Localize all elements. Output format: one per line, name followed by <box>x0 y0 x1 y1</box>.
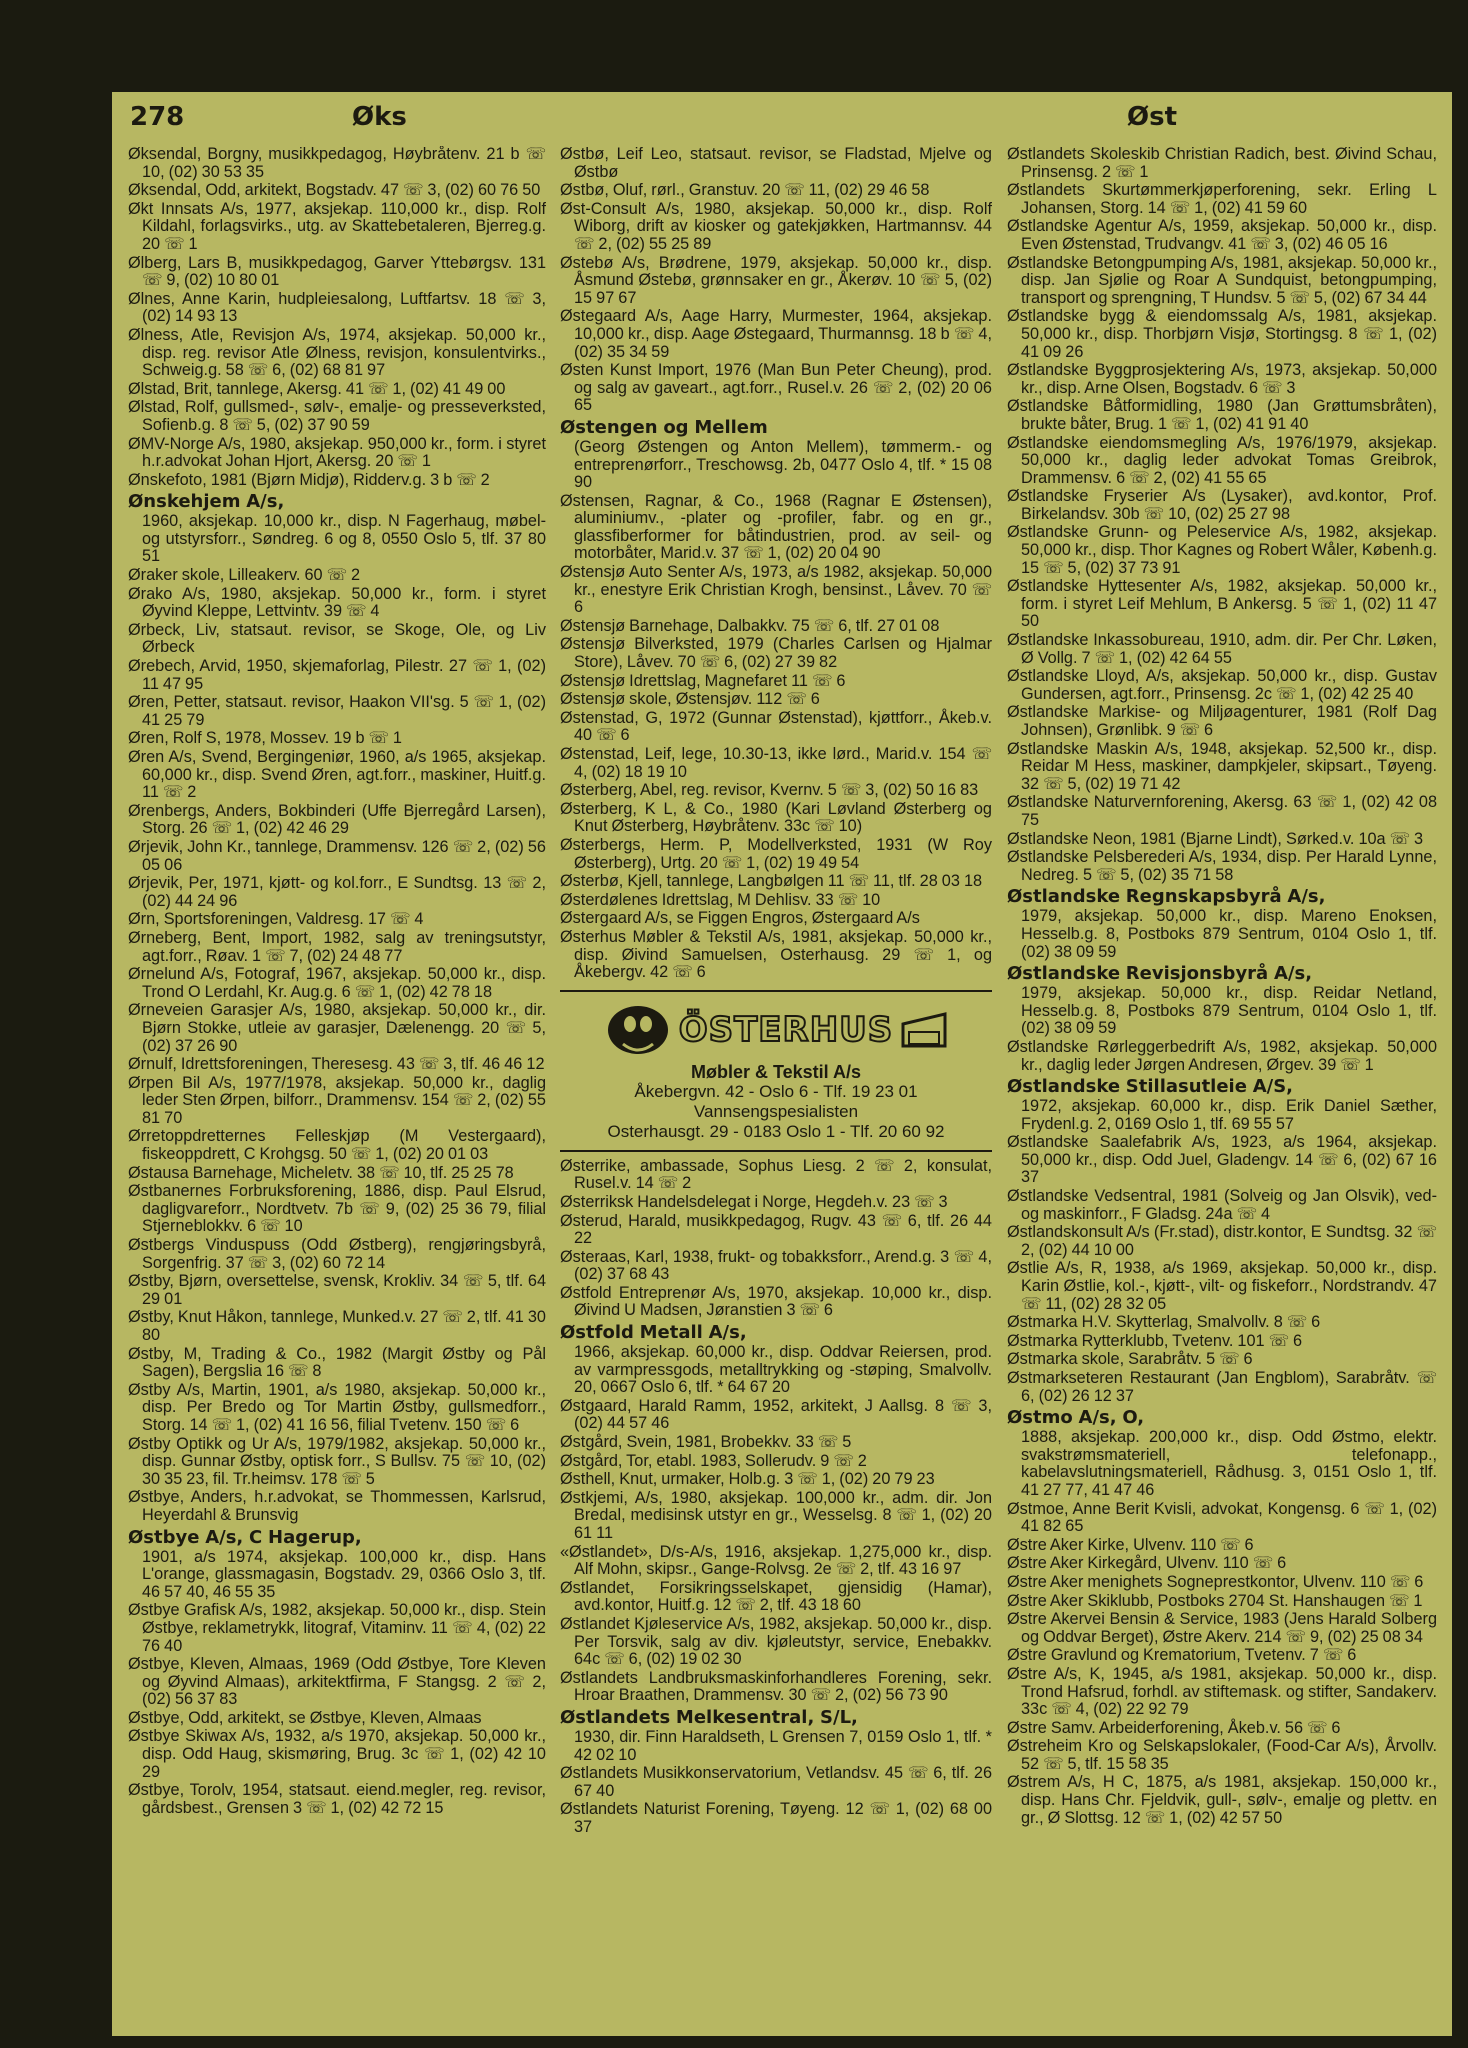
directory-entry: Østerbø, Kjell, tannlege, Langbølgen 11 ☏ 11, tlf. 28 03 18 <box>560 872 983 891</box>
directory-entry: Østbanernes Forbruksforening, 1886, disp. Paul Elsrud, dagligvareforr., Nordtvetv. 7b ☏ 9, (02) 25 36 79, filial Stjerneblokkv. 6 ☏ 10 <box>128 1182 546 1236</box>
directory-entry: Østenstad, Leif, lege, 10.30-13, ikke lørd., Marid.v. 154 ☏ 4, (02) 18 19 10 <box>560 745 992 781</box>
directory-entry: Østbye, Anders, h.r.advokat, se Thommessen, Karlsrud, Heyerdahl & Brunsvig <box>128 1488 546 1524</box>
directory-entry: Ørbeck, Liv, statsaut. revisor, se Skoge, Ole, og Liv Ørbeck <box>128 620 546 657</box>
directory-entry: Østlandske bygg & eiendomssalg A/s, 1981, aksjekap. 50,000 kr., disp. Thorbjørn Visjø, Stortingsg. 8 ☏ 1, (02) 41 09 26 <box>1007 307 1437 361</box>
directory-entry: Østlandske Byggprosjektering A/s, 1973, aksjekap. 50,000 kr., disp. Arne Olsen, Bogstadv. 6 ☏ 3 <box>1007 361 1437 397</box>
directory-entry: Østmarkseteren Restaurant (Jan Engblom), Sarabråtv. ☏ 6, (02) 26 12 37 <box>1007 1369 1437 1405</box>
directory-subentry: 1901, a/s 1974, aksjekap. 100,000 kr., disp. Hans L'orange, glassmagasin, Bogstadv. 29, 0366 Oslo 3, tlf. 46 57 40, 46 55 35 <box>142 1547 546 1601</box>
directory-entry: Østre Gravlund og Krematorium, Tvetenv. 7 ☏ 6 <box>1007 1646 1357 1665</box>
directory-entry: Ølstad, Rolf, gullsmed-, sølv-, emalje- og presseverksted, Sofienb.g. 8 ☏ 5, (02) 37 90 59 <box>128 398 546 434</box>
directory-entry: Østlandske Lloyd, A/s, aksjekap. 50,000 kr., disp. Gustav Gundersen, agt.forr., Prinsensg. 2c ☏ 1, (02) 42 25 40 <box>1007 667 1437 703</box>
column-3 <box>1007 146 1437 2032</box>
directory-entry: Ønskefoto, 1981 (Bjørn Midjø), Ridderv.g. 3 b ☏ 2 <box>128 470 490 489</box>
directory-entry: Østerberg, K L, & Co., 1980 (Kari Løvland Østerberg og Knut Østerberg, Høybråtenv. 33c ☏ 10) <box>560 799 992 836</box>
directory-heading: Ønskehjem A/s, <box>128 491 285 513</box>
directory-entry: Ørjevik, John Kr., tannlege, Drammensv. 126 ☏ 2, (02) 56 05 06 <box>128 837 546 874</box>
directory-entry: Østen Kunst Import, 1976 (Man Bun Peter Cheung), prod. og salg av gaveart., agt.forr., Rusel.v. 26 ☏ 2, (02) 20 06 65 <box>560 361 992 415</box>
directory-entry: Østlandet Kjøleservice A/s, 1982, aksjekap. 50,000 kr., disp. Per Torsvik, salg av div. kjøleutstyr, service, Enebakkv. 64c ☏ 6, (02) 19 02 30 <box>560 1614 992 1669</box>
directory-entry: Ølnes, Anne Karin, hudpleiesalong, Luftfartsv. 18 ☏ 3, (02) 14 93 13 <box>128 289 546 326</box>
ad-brand-name: ÖSTERHUS <box>678 1009 894 1050</box>
directory-entry: Ørenbergs, Anders, Bokbinderi (Uffe Bjerregård Larsen), Storg. 26 ☏ 1, (02) 42 46 29 <box>128 801 546 838</box>
directory-entry: Østlandske eiendomsmegling A/s, 1976/1979, aksjekap. 50,000 kr., daglig leder advokat Tomas Greibrok, Drammensv. 6 ☏ 2, (02) 41 55 65 <box>1007 433 1437 487</box>
ad-line: Osterhausgt. 29 - 0183 Oslo 1 - Tlf. 20 60 92 <box>607 1121 945 1141</box>
directory-entry: Østerbergs, Herm. P, Modellverksted, 1931 (W Roy Østerberg), Urtg. 20 ☏ 1, (02) 19 49 54 <box>560 835 992 872</box>
ad-line: Åkebergvn. 42 - Oslo 6 - Tlf. 19 23 01 <box>634 1081 918 1101</box>
directory-entry: Østlandske Inkassobureau, 1910, adm. dir. Per Chr. Løken, Ø Vollg. 7 ☏ 1, (02) 42 64 55 <box>1007 631 1437 667</box>
directory-entry: Ølstad, Brit, tannlege, Akersg. 41 ☏ 1, (02) 41 49 00 <box>128 379 506 398</box>
running-head-right: Øst <box>1127 102 1178 132</box>
directory-entry: Østlandets Skoleskib Christian Radich, best. Øivind Schau, Prinsensg. 2 ☏ 1 <box>1007 146 1437 181</box>
directory-entry: Østensjø Idrettslag, Magnefaret 11 ☏ 6 <box>560 671 846 690</box>
directory-entry: Ørpen Bil A/s, 1977/1978, aksjekap. 50,000 kr., daglig leder Sten Ørpen, bilforr., Drammensv. 154 ☏ 2, (02) 55 81 70 <box>128 1073 546 1127</box>
directory-subentry: 1979, aksjekap. 50,000 kr., disp. Mareno Enoksen, Hesselb.g. 8, Postboks 879 Sentrum, 0104 Oslo 1, tlf. (02) 38 09 59 <box>1021 907 1437 961</box>
directory-entry: Øksendal, Borgny, musikkpedagog, Høybråtenv. 21 b ☏ 10, (02) 30 53 35 <box>128 146 546 181</box>
directory-entry: Østgård, Tor, etabl. 1983, Sollerudv. 9 ☏ 2 <box>560 1451 867 1470</box>
directory-heading: Østlandske Revisjonsbyrå A/s, <box>1007 963 1313 985</box>
column-2 <box>560 146 992 2032</box>
directory-entry: Østkjemi, A/s, 1980, aksjekap. 100,000 kr., adm. dir. Jon Bredal, medisinsk utstyr en gr., Wesselsg. 8 ☏ 1, (02) 20 61 11 <box>560 1488 992 1542</box>
directory-entry: Østre Aker Skiklubb, Postboks 2704 St. Hanshaugen ☏ 1 <box>1007 1591 1423 1610</box>
directory-entry: Østbø, Leif Leo, statsaut. revisor, se Fladstad, Mjelve og Østbø <box>560 146 992 181</box>
directory-entry: Østre Samv. Arbeiderforening, Åkeb.v. 56 ☏ 6 <box>1007 1718 1341 1737</box>
directory-entry: Østlandske Naturvernforening, Akersg. 63 ☏ 1, (02) 42 08 75 <box>1007 793 1437 829</box>
directory-entry: Østfold Entreprenør A/s, 1970, aksjekap. 10,000 kr., disp. Øivind U Madsen, Jøranstien 3 ☏ 6 <box>560 1283 992 1320</box>
directory-entry: Østhell, Knut, urmaker, Holb.g. 3 ☏ 1, (02) 20 79 23 <box>560 1470 935 1489</box>
directory-entry: Østerhus Møbler & Tekstil A/s, 1981, aksjekap. 50,000 kr., disp. Øivind Samuelsen, Osterhausg. 29 ☏ 1, og Åkebergv. 42 ☏ 6 <box>560 927 992 982</box>
directory-heading: Østmo A/s, O, <box>1007 1407 1145 1429</box>
directory-heading: Østfold Metall A/s, <box>560 1322 747 1344</box>
directory-entry: Østlandets Landbruksmaskinforhandleres Forening, sekr. Hroar Braathen, Drammensv. 30 ☏ 2, (02) 56 73 90 <box>560 1668 992 1705</box>
directory-entry: Øren A/s, Svend, Bergingeniør, 1960, a/s 1965, aksjekap. 60,000 kr., disp. Svend Øren, agt.forr., maskiner, Huitf.g. 11 ☏ 2 <box>128 748 546 802</box>
directory-entry: Østby, M, Trading & Co., 1982 (Margit Østby og Pål Sagen), Bergslia 16 ☏ 8 <box>128 1344 546 1381</box>
house-mascot-icon <box>603 1000 673 1060</box>
directory-entry: Østlandet, Forsikringsselskapet, gjensidig (Hamar), avd.kontor, Huitf.g. 12 ☏ 2, tlf. 43 18 60 <box>560 1578 992 1615</box>
directory-heading: Østlandske Stillasutleie A/S, <box>1007 1076 1293 1098</box>
directory-entry: Østre Aker Kirkegård, Ulvenv. 110 ☏ 6 <box>1007 1554 1287 1573</box>
directory-entry: Ølberg, Lars B, musikkpedagog, Garver Yttebørgsv. 131 ☏ 9, (02) 10 80 01 <box>128 253 546 290</box>
directory-entry: Ørnulf, Idrettsforeningen, Theresesg. 43 ☏ 3, tlf. 46 46 12 <box>128 1055 545 1074</box>
directory-entry: Østbye, Odd, arkitekt, se Østbye, Kleven, Almaas <box>128 1708 482 1727</box>
directory-entry: Ørneveien Garasjer A/s, 1980, aksjekap. 50,000 kr., dir. Bjørn Stokke, utleie av garasjer, Dælenengg. 20 ☏ 5, (02) 37 26 90 <box>128 1001 546 1055</box>
directory-subentry: 1960, aksjekap. 10,000 kr., disp. N Fagerhaug, møbel- og utstyrsforr., Søndreg. 6 og 8, 0550 Oslo 5, tlf. 37 80 51 <box>142 512 546 566</box>
ad-line: Møbler & Tekstil A/s <box>690 1061 862 1082</box>
directory-entry: Østebø A/s, Brødrene, 1979, aksjekap. 50,000 kr., disp. Åsmund Østebø, grønnsaker en gr., Åkerøv. 10 ☏ 5, (02) 15 97 67 <box>560 253 992 307</box>
directory-entry: Østlandske Maskin A/s, 1948, aksjekap. 52,500 kr., disp. Reidar M Hess, maskiner, dampkjeler, skipsart., Tøyeng. 32 ☏ 5, (02) 19 71 42 <box>1007 739 1437 793</box>
directory-page <box>112 92 1452 2036</box>
directory-heading: Østbye A/s, C Hagerup, <box>128 1526 362 1548</box>
directory-entry: Østby, Knut Håkon, tannlege, Munked.v. 27 ☏ 2, tlf. 41 30 80 <box>128 1308 546 1344</box>
directory-entry: Østgaard, Harald Ramm, 1952, arkitekt, J Aallsg. 8 ☏ 3, (02) 44 57 46 <box>560 1396 992 1433</box>
directory-entry: Øksendal, Odd, arkitekt, Bogstadv. 47 ☏ 3, (02) 60 76 50 <box>128 181 541 200</box>
directory-entry: Ørnelund A/s, Fotograf, 1967, aksjekap. 50,000 kr., disp. Trond O Lerdahl, Kr. Aug.g. 6 ☏ 1, (02) 42 78 18 <box>128 965 546 1001</box>
directory-entry: Østerrike, ambassade, Sophus Liesg. 2 ☏ 2, konsulat, Rusel.v. 14 ☏ 2 <box>560 1156 992 1193</box>
directory-entry: Østerriksk Handelsdelegat i Norge, Hegdeh.v. 23 ☏ 3 <box>560 1192 948 1211</box>
column-1 <box>128 146 546 2032</box>
directory-entry: Øst-Consult A/s, 1980, aksjekap. 50,000 kr., disp. Rolf Wiborg, drift av kiosker og gatekjøkken, Hartmannsv. 44 ☏ 2, (02) 55 25 89 <box>560 199 992 253</box>
directory-entry: ØMV-Norge A/s, 1980, aksjekap. 950,000 kr., form. i styret h.r.advokat Johan Hjort, Akersg. 20 ☏ 1 <box>128 434 546 471</box>
directory-subentry: 1979, aksjekap. 50,000 kr., disp. Reidar Netland, Hesselb.g. 8, Postboks 879 Sentrum, 0104 Oslo 1, tlf. (02) 38 09 59 <box>1021 984 1437 1038</box>
page-number: 278 <box>130 102 185 132</box>
directory-subentry: 1888, aksjekap. 200,000 kr., disp. Odd Østmo, elektr. svakstrømsmateriell, telefonapp., kabelavslutningsmateriell, Rådhusg. 3, 0151 Oslo 1, tlf. 41 27 77, 41 47 46 <box>1021 1428 1437 1499</box>
directory-entry: Østgård, Svein, 1981, Brobekkv. 33 ☏ 5 <box>560 1433 852 1452</box>
directory-entry: Østmarka H.V. Skytterlag, Smalvollv. 8 ☏ 6 <box>1007 1313 1321 1332</box>
directory-entry: Østbye, Kleven, Almaas, 1969 (Odd Østbye, Tore Kleven og Øyvind Almaas), arkitektfirma, F Stangsg. 2 ☏ 2, (02) 56 37 83 <box>128 1655 546 1709</box>
directory-entry: Østlandske Agentur A/s, 1959, aksjekap. 50,000 kr., disp. Even Østenstad, Trudvangv. 41 ☏ 3, (02) 46 05 16 <box>1007 217 1437 253</box>
directory-entry: Østausa Barnehage, Micheletv. 38 ☏ 10, tlf. 25 25 78 <box>128 1163 514 1182</box>
directory-entry: Østensjø Auto Senter A/s, 1973, a/s 1982, aksjekap. 50,000 kr., enestyre Erik Christian Krogh, bensinst., Låvev. 70 ☏ 6 <box>560 563 992 617</box>
directory-entry: Østlandske Saalefabrik A/s, 1923, a/s 1964, aksjekap. 50,000 kr., disp. Odd Juel, Gladengv. 14 ☏ 6, (02) 67 16 37 <box>1007 1133 1437 1187</box>
directory-entry: Østeraas, Karl, 1938, frukt- og tobakksforr., Arend.g. 3 ☏ 4, (02) 37 68 43 <box>560 1247 992 1284</box>
directory-entry: Østlandske Grunn- og Peleservice A/s, 1982, aksjekap. 50,000 kr., disp. Thor Kagnes og Robert Wåler, Københ.g. 15 ☏ 5, (02) 37 73 91 <box>1007 523 1437 577</box>
directory-entry: Ørjevik, Per, 1971, kjøtt- og kol.forr., E Sundtsg. 13 ☏ 2, (02) 44 24 96 <box>128 874 546 910</box>
directory-entry: Østmarka skole, Sarabråtv. 5 ☏ 6 <box>1007 1350 1253 1369</box>
directory-entry: Østlandskonsult A/s (Fr.stad), distr.kontor, E Sundtsg. 32 ☏ 2, (02) 44 10 00 <box>1007 1223 1437 1259</box>
directory-entry: Østby Optikk og Ur A/s, 1979/1982, aksjekap. 50,000 kr., disp. Gunnar Østby, optisk forr., S Bullsv. 75 ☏ 10, (02) 30 35 23, fil. Tr.heimsv. 178 ☏ 5 <box>128 1434 546 1488</box>
directory-entry: Østlie A/s, R, 1938, a/s 1969, aksjekap. 50,000 kr., disp. Karin Østlie, kol.-, kjøtt-, vilt- og fiskeforr., Nordstrandv. 47 ☏ 11, (02) 28 32 05 <box>1007 1259 1437 1313</box>
directory-entry: Østerdølenes Idrettslag, M Dehlisv. 33 ☏ 10 <box>560 890 881 909</box>
directory-entry: Ørneberg, Bent, Import, 1982, salg av treningsutstyr, agt.forr., Røav. 1 ☏ 7, (02) 24 48 77 <box>128 928 546 965</box>
directory-entry: Østenstad, G, 1972 (Gunnar Østenstad), kjøttforr., Åkeb.v. 40 ☏ 6 <box>560 708 992 745</box>
directory-heading: Østengen og Mellem <box>560 416 768 438</box>
directory-entry: Østlandske Båtformidling, 1980 (Jan Grøttumsbråten), brukte båter, Brug. 1 ☏ 1, (02) 41 91 40 <box>1007 397 1437 433</box>
directory-entry: Ørn, Sportsforeningen, Valdresg. 17 ☏ 4 <box>128 910 424 929</box>
directory-entry: Østmarka Rytterklubb, Tvetenv. 101 ☏ 6 <box>1007 1331 1303 1350</box>
directory-subentry: (Georg Østengen og Anton Mellem), tømmerm.- og entreprenørforr., Treschowsg. 2b, 0477 Oslo 4, tlf. * 15 08 90 <box>574 437 992 492</box>
directory-entry: Øren, Petter, statsaut. revisor, Haakon VII'sg. 5 ☏ 1, (02) 41 25 79 <box>128 693 546 729</box>
directory-entry: Østlandske Pelsberederi A/s, 1934, disp. Per Harald Lynne, Nedreg. 5 ☏ 5, (02) 35 71 58 <box>1007 848 1437 884</box>
directory-entry: Østegaard A/s, Aage Harry, Murmester, 1964, aksjekap. 10,000 kr., disp. Aage Østegaard, Thurmannsg. 18 b ☏ 4, (02) 35 34 59 <box>560 307 992 361</box>
directory-entry: Ølness, Atle, Revisjon A/s, 1974, aksjekap. 50,000 kr., disp. reg. revisor Atle Ølness, revisjon, konsulentvirks., Schweig.g. 58 ☏ 6, (02) 68 81 97 <box>128 325 546 380</box>
directory-entry: Øren, Rolf S, 1978, Mossev. 19 b ☏ 1 <box>128 729 402 748</box>
directory-entry: Østmoe, Anne Berit Kvisli, advokat, Kongensg. 6 ☏ 1, (02) 41 82 65 <box>1007 1499 1437 1536</box>
ad-line: Vannsengspesialisten <box>693 1101 859 1121</box>
directory-subentry: 1930, dir. Finn Haraldseth, L Grensen 7, 0159 Oslo 1, tlf. * 42 02 10 <box>574 1727 992 1764</box>
directory-entry: Ørako A/s, 1980, aksjekap. 50,000 kr., form. i styret Øyvind Kleppe, Lettvintv. 39 ☏ 4 <box>128 584 546 621</box>
directory-entry: Østby A/s, Martin, 1901, a/s 1980, aksjekap. 50,000 kr., disp. Per Bredo og Tor Martin Østby, gullsmedforr., Storg. 14 ☏ 1, (02) 41 16 56, filial Tvetenv. 150 ☏ 6 <box>128 1380 546 1434</box>
directory-entry: Østrem A/s, H C, 1875, a/s 1981, aksjekap. 150,000 kr., disp. Hans Chr. Fjeldvik, gull-, sølv-, emalje og plettv. en gr., Ø Slottsg. 12 ☏ 1, (02) 42 57 50 <box>1007 1773 1437 1827</box>
directory-entry: Østlandske Neon, 1981 (Bjarne Lindt), Sørked.v. 10a ☏ 3 <box>1007 829 1424 848</box>
directory-heading: Østlandets Melkesentral, S/L, <box>560 1706 858 1728</box>
directory-entry: Østbergs Vinduspuss (Odd Østberg), rengjøringsbyrå, Sorgenfrig. 37 ☏ 3, (02) 60 72 14 <box>128 1236 546 1272</box>
directory-subentry: 1966, aksjekap. 60,000 kr., disp. Oddvar Reiersen, prod. av varmpressgods, metalltrykking og -støping, Smalvollv. 20, 0667 Oslo 6, tlf. * 64 67 20 <box>574 1343 992 1397</box>
directory-entry: Østreheim Kro og Selskapslokaler, (Food-Car A/s), Årvollv. 52 ☏ 5, tlf. 15 58 35 <box>1007 1737 1437 1773</box>
directory-subentry: 1972, aksjekap. 60,000 kr., disp. Erik Daniel Sæther, Frydenl.g. 2, 0169 Oslo 1, tlf. 69 55 57 <box>1021 1097 1437 1133</box>
directory-entry: Østbye, Torolv, 1954, statsaut. eiend.megler, reg. revisor, gårdsbest., Grensen 3 ☏ 1, (02) 42 72 15 <box>128 1781 546 1817</box>
directory-entry: Østensjø Barnehage, Dalbakkv. 75 ☏ 6, tlf. 27 01 08 <box>560 616 940 635</box>
directory-entry: Østbye Grafisk A/s, 1982, aksjekap. 50,000 kr., disp. Stein Østbye, reklametrykk, litograf, Vitaminv. 11 ☏ 4, (02) 22 76 40 <box>128 1601 546 1655</box>
directory-entry: Østbye Skiwax A/s, 1932, a/s 1970, aksjekap. 50,000 kr., disp. Odd Haug, skismøring, Brug. 3c ☏ 1, (02) 42 10 29 <box>128 1727 546 1781</box>
directory-entry: Østlandske Markise- og Miljøagenturer, 1981 (Rolf Dag Johnsen), Grønlibk. 9 ☏ 6 <box>1007 703 1437 739</box>
directory-entry: Østensjø skole, Østensjøv. 112 ☏ 6 <box>560 690 820 709</box>
osterhus-advertisement <box>560 990 992 1152</box>
directory-entry: Ørretoppdretternes Felleskjøp (M Vestergaard), fiskeoppdrett, C Krohgsg. 50 ☏ 1, (02) 20 01 03 <box>128 1127 546 1164</box>
directory-entry: Østlandske Hyttesenter A/s, 1982, aksjekap. 50,000 kr., form. i styret Leif Mehlum, B Ankersg. 5 ☏ 1, (02) 11 47 50 <box>1007 577 1437 631</box>
directory-entry: Østlandets Skurtømmerkjøperforening, sekr. Erling L Johansen, Storg. 14 ☏ 1, (02) 41 59 60 <box>1007 181 1437 217</box>
directory-entry: Østlandske Vedsentral, 1981 (Solveig og Jan Olsvik), ved- og maskinforr., F Gladsg. 24a ☏ 4 <box>1007 1187 1437 1223</box>
directory-entry: Østensjø Bilverksted, 1979 (Charles Carlsen og Hjalmar Store), Låvev. 70 ☏ 6, (02) 27 39 82 <box>560 635 992 672</box>
directory-entry: Østlandske Betongpumping A/s, 1981, aksjekap. 50,000 kr., disp. Jan Sjølie og Roar A Sundquist, betongpumping, transport og sprengning, T Hundsv. 5 ☏ 5, (02) 67 34 44 <box>1007 253 1437 307</box>
directory-entry: Østlandets Naturist Forening, Tøyeng. 12 ☏ 1, (02) 68 00 37 <box>560 1800 992 1836</box>
directory-entry: Østbø, Oluf, rørl., Granstuv. 20 ☏ 11, (02) 29 46 58 <box>560 181 930 200</box>
directory-entry: Østre A/s, K, 1945, a/s 1981, aksjekap. 50,000 kr., disp. Trond Hafsrud, forhdl. av stiftemask. og stifter, Sandakerv. 33c ☏ 4, (02) 22 92 79 <box>1007 1664 1437 1719</box>
directory-entry: Økt Innsats A/s, 1977, aksjekap. 110,000 kr., disp. Rolf Kildahl, forlagsvirks., utg. av Skattebetaleren, Bjerreg.g. 20 ☏ 1 <box>128 199 546 253</box>
directory-entry: Østergaard A/s, se Figgen Engros, Østergaard A/s <box>560 909 920 928</box>
directory-entry: Østre Aker Kirke, Ulvenv. 110 ☏ 6 <box>1007 1535 1254 1554</box>
directory-entry: Østre Akervei Bensin & Service, 1983 (Jens Harald Solberg og Oddvar Berget), Østre Akerv. 214 ☏ 9, (02) 25 08 34 <box>1007 1610 1437 1646</box>
directory-heading: Østlandske Regnskapsbyrå A/s, <box>1007 886 1326 908</box>
directory-entry: Østensen, Ragnar, & Co., 1968 (Ragnar E Østensen), aluminiumv., -plater og -profiler, fabr. og en gr., glassfiberformer for båtindustrien, prod. av seil- og motorbåter, Marid.v. 37 ☏ 1, (02) 20 04 90 <box>560 491 992 563</box>
ad-logo <box>564 998 988 1062</box>
running-head-left: Øks <box>352 102 407 132</box>
directory-entry: Østlandske Fryserier A/s (Lysaker), avd.kontor, Prof. Birkelandsv. 30b ☏ 10, (02) 25 27 98 <box>1007 487 1437 523</box>
directory-entry: «Østlandet», D/s-A/s, 1916, aksjekap. 1,275,000 kr., disp. Alf Mohn, skipsr., Gange-Rolvsg. 2e ☏ 2, tlf. 43 16 97 <box>560 1542 992 1579</box>
directory-entry: Ørebech, Arvid, 1950, skjemaforlag, Pilestr. 27 ☏ 1, (02) 11 47 95 <box>128 657 546 693</box>
sofa-icon <box>899 1010 949 1050</box>
directory-entry: Østre Aker menighets Sogneprestkontor, Ulvenv. 110 ☏ 6 <box>1007 1572 1424 1591</box>
directory-entry: Østby, Bjørn, oversettelse, svensk, Krokliv. 34 ☏ 5, tlf. 64 29 01 <box>128 1272 546 1308</box>
directory-entry: Østlandets Musikkonservatorium, Vetlandsv. 45 ☏ 6, tlf. 26 67 40 <box>560 1764 992 1800</box>
directory-entry: Østerud, Harald, musikkpedagog, Rugv. 43 ☏ 6, tlf. 26 44 22 <box>560 1211 992 1248</box>
directory-entry: Østlandske Rørleggerbedrift A/s, 1982, aksjekap. 50,000 kr., daglig leder Jørgen Andresen, Ørgev. 39 ☏ 1 <box>1007 1037 1437 1074</box>
directory-entry: Øraker skole, Lilleakerv. 60 ☏ 2 <box>128 566 361 585</box>
directory-entry: Østerberg, Abel, reg. revisor, Kvernv. 5 ☏ 3, (02) 50 16 83 <box>560 781 979 800</box>
